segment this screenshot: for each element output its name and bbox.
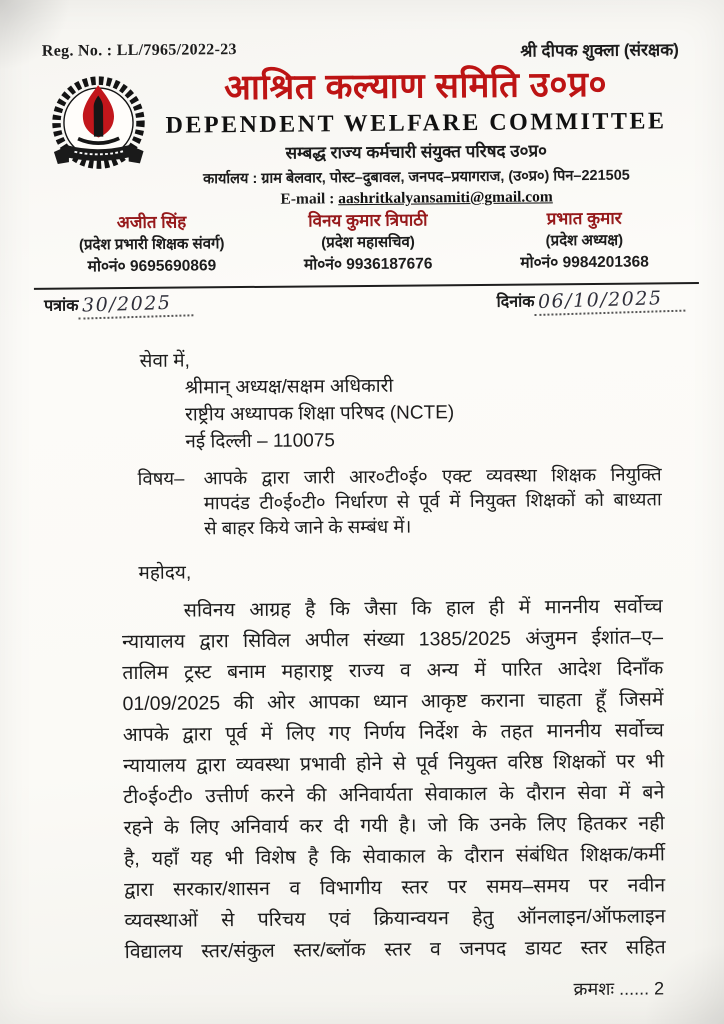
- body-line: न्यायालय द्वारा व्यवस्था प्रभावी होने से पूर्व नियुक्त वरिष्ठ शिक्षकों पर भी: [123, 750, 665, 778]
- ref-date-row: [44, 288, 693, 319]
- body-line: टी०ई०टी० उत्तीर्ण करने की अनिवार्यता सेवाकाल के दौरान सेवा में बने: [123, 781, 665, 809]
- letter-number-block: [44, 292, 194, 318]
- recipient-address-lines: [185, 370, 695, 455]
- body-line: रहने के लिए अनिवार्य कर दी गयी है। जो कि उनके लिए हितकर नही: [123, 812, 665, 840]
- recipient-block: [139, 343, 694, 456]
- email-label: E-mail :: [280, 190, 339, 208]
- org-name-hindi: आश्रित कल्याण समिति उ०प्र०: [224, 64, 608, 108]
- body-line: व्यवस्थाओं से परिचय एवं क्रियान्वयन हेतु ऑनलाइन/ऑफलाइन: [124, 905, 666, 933]
- recipient-salutation: सेवा में,: [139, 350, 190, 372]
- contact-card: [476, 207, 693, 275]
- organization-logo: [42, 69, 161, 211]
- contact-role: (प्रदेश अध्यक्ष): [545, 231, 624, 250]
- masthead-text-block: [160, 64, 692, 210]
- letterhead-top-row: [42, 37, 691, 66]
- letterhead-masthead: [42, 64, 692, 211]
- contact-phone: मो०नं० 9984201368: [520, 253, 649, 272]
- recipient-line: श्रीमान् अध्यक्ष/सक्षम अधिकारी: [184, 375, 394, 399]
- contact-name: अजीत सिंह: [116, 212, 187, 233]
- subject-line: आपके द्वारा जारी आर०टी०ई० एक्ट व्यवस्था शिक्षक नियुक्ति: [203, 463, 662, 489]
- affiliation-line: सम्बद्ध राज्य कर्मचारी संयुक्त परिषद उ०प्र०: [285, 141, 547, 163]
- subject-label: विषय–: [137, 467, 185, 489]
- body-line: द्वारा सरकार/शासन व विभागीय स्तर पर समय–समय पर नवीन: [124, 874, 666, 902]
- subject-block: [137, 461, 695, 541]
- recipient-line: राष्ट्रीय अध्यापक शिक्षा परिषद (NCTE): [184, 402, 455, 426]
- subject-line: से बाहर किये जाने के सम्बंध में।: [203, 515, 412, 539]
- ref-number-label: पत्रांक: [44, 297, 79, 315]
- subject-line: मापदंड टी०ई०टी० निर्धारण से पूर्व में नियुक्त शिक्षकों को बाध्यता: [203, 488, 662, 514]
- body-salutation: महोदय,: [138, 562, 192, 584]
- body-line: न्यायालय द्वारा सिविल अपील संख्या 1385/2025 अंजुमन ईशांत–ए–: [121, 626, 664, 654]
- torch-icon: [94, 96, 104, 137]
- continuation-note: क्रमशः ...... 2: [573, 978, 665, 1000]
- letter-date-block: [496, 288, 693, 315]
- body-line: है, यहाँ यह भी विशेष है कि सेवाकाल के दौरान संबंधित शिक्षक/कर्मी: [123, 843, 665, 871]
- contact-card: [43, 211, 260, 279]
- letter-body: [122, 591, 666, 968]
- contact-role: (प्रदेश महासचिव): [321, 233, 415, 252]
- subject-lines: [203, 461, 662, 540]
- date-label: दिनांक: [496, 293, 535, 311]
- office-bearers-row: [43, 207, 693, 279]
- contact-phone: मो०नं० 9695690869: [87, 257, 217, 276]
- flame-emblem-icon: [42, 71, 155, 184]
- body-line: विद्यालय स्तर/संकुल स्तर/ब्लॉक स्तर व जनपद डायट स्तर सहित: [124, 936, 666, 964]
- org-name-english: DEPENDENT WELFARE COMMITTEE: [165, 108, 667, 139]
- ref-number-handwritten-value: 30/2025: [78, 291, 194, 319]
- contact-role: (प्रदेश प्रभारी शिक्षक संवर्ग): [78, 235, 225, 254]
- patron-name: श्री दीपक शुक्ला (संरक्षक): [520, 40, 679, 61]
- contact-name: विनय कुमार त्रिपाठी: [308, 210, 428, 231]
- body-line: 01/09/2025 की ओर आपका ध्यान आकृष्ट कराना चाहता हूँ जिसमें: [122, 688, 664, 716]
- email-link[interactable]: aashritkalyansamiti@gmail.com: [338, 188, 553, 208]
- date-handwritten-value: 06/10/2025: [534, 287, 685, 316]
- recipient-line: नई दिल्ली – 110075: [185, 430, 336, 453]
- registration-number: Reg. No. : LL/7965/2022-23: [41, 41, 237, 60]
- body-line: तालिम ट्रस्ट बनाम महाराष्ट्र राज्य व अन्य में पारित आदेश दिनाँक: [122, 657, 664, 685]
- contact-name: प्रभात कुमार: [546, 208, 622, 229]
- contact-card: [260, 209, 477, 277]
- office-address: कार्यालय : ग्राम बेलवार, पोस्ट–दुबावल, जनपद–प्रयागराज, (उ०प्र०) पिन–221505: [203, 167, 630, 188]
- body-line: सविनय आग्रह है कि जैसा कि हाल ही में माननीय सर्वोच्च: [183, 595, 663, 622]
- body-line: आपके द्वारा पूर्व में लिए गए निर्णय निर्देश के तहत माननीय सर्वोच्च: [122, 719, 664, 747]
- contact-phone: मो०नं० 9936187676: [303, 255, 433, 274]
- email-line: [161, 187, 672, 209]
